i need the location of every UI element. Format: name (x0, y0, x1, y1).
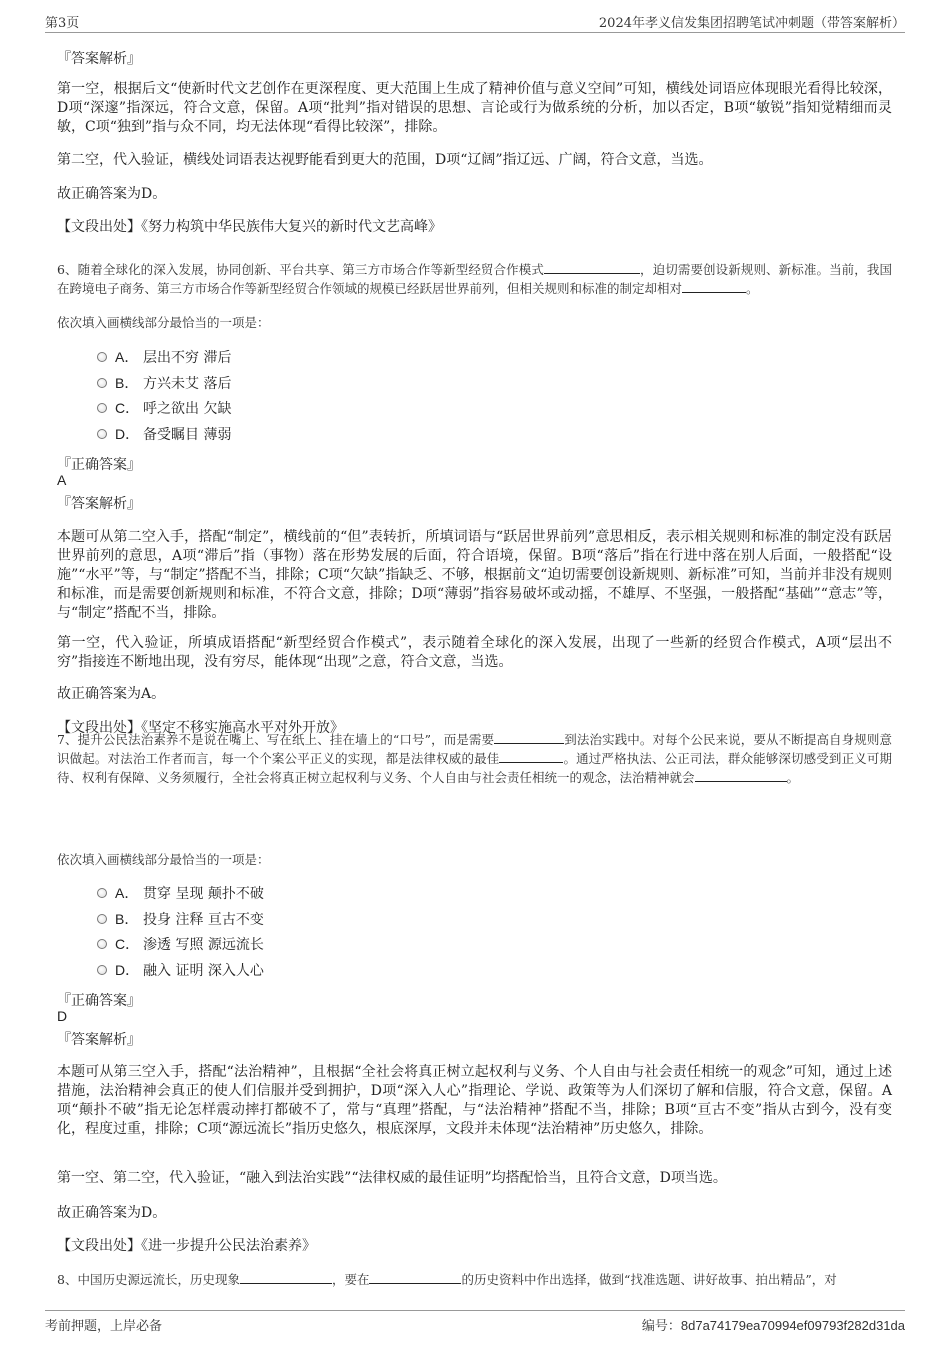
q5-analysis-label: 『答案解析』 (57, 51, 141, 67)
q7-blank-2 (499, 750, 563, 763)
q6-option-b[interactable]: B． 方兴未艾 落后 (97, 373, 231, 393)
q6-option-d[interactable]: D． 备受瞩目 薄弱 (97, 424, 231, 444)
q6-instruction: 依次填入画横线部分最恰当的一项是： (57, 315, 270, 330)
document-id: 编号：8d7a74179ea70994ef09793f282d31da (641, 1318, 905, 1334)
q6-option-a[interactable]: A． 层出不穷 滞后 (97, 347, 231, 367)
q6-correct-answer: A (57, 472, 67, 488)
footer-slogan: 考前押题，上岸必备 (45, 1319, 163, 1334)
q7-correct-answer: D (57, 1008, 68, 1024)
q7-option-d[interactable]: D． 融入 证明 深入人心 (97, 960, 264, 980)
q7-blank-1 (494, 731, 564, 744)
q6-blank-2 (682, 280, 746, 293)
radio-icon[interactable] (97, 888, 107, 898)
q8-blank-2 (369, 1271, 461, 1284)
page-footer (45, 1310, 905, 1333)
q6-conclusion: 故正确答案为A。 (57, 686, 166, 702)
radio-icon[interactable] (97, 914, 107, 924)
q7-analysis-label: 『答案解析』 (57, 1032, 141, 1048)
q6-stem: 6、随着全球化的深入发展，协同创新、平台共享、第三方市场合作等新型经贸合作模式 ，迫切需要创设新规则、新标准。当前，我国在跨境电子商务、第三方市场合作等新型经贸合作领域的规模已经跃居世界前列，但相关规则和标准的制定却相对 。 (57, 262, 892, 296)
page-number: 第3页 (45, 16, 80, 31)
radio-icon[interactable] (97, 429, 107, 439)
page-header (45, 10, 905, 33)
q6-analysis-label: 『答案解析』 (57, 496, 141, 512)
q5-source: 【文段出处】《努力构筑中华民族伟大复兴的新时代文艺高峰》 (57, 219, 442, 235)
q5-analysis-p1: 第一空，根据后文“使新时代文艺创作在更深程度、更大范围上生成了精神价值与意义空间”可知，横线处词语应体现眼光看得比较深，D项“深邃”指深远，符合文意，保留。A项“批判”指对错误的思想、言论或行为做系统的分析，加以否定，B项“敏锐”指知觉精细而灵敏，C项“独到”指与众不同，均无法体现“看得比较深”，排除。 (57, 81, 892, 135)
q6-analysis-p1: 本题可从第二空入手，搭配“制定”，横线前的“但”表转折，所填词语与“跃居世界前列”意思相反，表示相关规则和标准的制定没有跃居世界前列的意思，A项“滞后”指（事物）落在形势发展的后面，符合语境，保留。B项“落后”指在行进中落在别人后面，一般搭配“设施”“水平”等，与“制定”搭配不当，排除；C项“欠缺”指缺乏、不够，根据前文“迫切需要创设新规则、新标准”可知，当前并非没有规则和标准，而是需要创新规则和标准，不符合文意，排除；D项“薄弱”指容易破坏或动摇，不雄厚、不坚强，一般搭配“基础”“意志”等，与“制定”搭配不当，排除。 (57, 529, 892, 621)
radio-icon[interactable] (97, 965, 107, 975)
radio-icon[interactable] (97, 403, 107, 413)
q8-stem: 8、中国历史源远流长，历史现象 ，要在 的历史资料中作出选择，做到“找准选题、讲好故事、拍出精品”，对 (57, 1272, 837, 1287)
q7-source: 【文段出处】《进一步提升公民法治素养》 (57, 1238, 316, 1254)
q8-blank-1 (240, 1271, 332, 1284)
q7-stem: 7、提升公民法治素养不是说在嘴上、写在纸上、挂在墙上的“口号”，而是需要 到法治实践中。对每个公民来说，要从不断提高自身规则意识做起。对法治工作者而言，每一个个案公平正义的实现，都是法律权威的最佳 。通过严格执法、公正司法，群众能够深切感受到正义可期待、权利有保障、义务须履行，全社会将真正树立起权利与义务、个人自由与社会责任相统一的观念，法治精神就会 。 (57, 732, 892, 785)
radio-icon[interactable] (97, 352, 107, 362)
q7-conclusion: 故正确答案为D。 (57, 1205, 167, 1221)
q6-blank-1 (544, 261, 640, 274)
q7-option-a[interactable]: A． 贯穿 呈现 颠扑不破 (97, 883, 264, 903)
q7-option-c[interactable]: C． 渗透 写照 源远流长 (97, 934, 264, 954)
q6-option-c[interactable]: C． 呼之欲出 欠缺 (97, 398, 231, 418)
q7-correct-label: 『正确答案』 (57, 993, 141, 1009)
radio-icon[interactable] (97, 378, 107, 388)
q5-conclusion: 故正确答案为D。 (57, 186, 167, 202)
q7-instruction: 依次填入画横线部分最恰当的一项是： (57, 852, 270, 867)
q7-analysis-p2: 第一空、第二空，代入验证，“融入到法治实践”“法律权威的最佳证明”均搭配恰当，且符合文意，D项当选。 (57, 1170, 727, 1186)
q6-correct-label: 『正确答案』 (57, 457, 141, 473)
q7-analysis-p1: 本题可从第三空入手，搭配“法治精神”，且根据“全社会将真正树立起权利与义务、个人自由与社会责任相统一的观念”可知，通过上述措施，法治精神会真正的使人们信服并受到拥护，D项“深入人心”指理论、学说、政策等为人们深切了解和信服，符合文意，保留。A项“颠扑不破”指无论怎样震动摔打都破不了，常与“真理”搭配，与“法治精神”搭配不当，排除；B项“亘古不变”指从古到今，没有变化，程度过重，排除；C项“源远流长”指历史悠久，根底深厚，文段并未体现“法治精神”历史悠久，排除。 (57, 1064, 892, 1137)
q7-option-b[interactable]: B． 投身 注释 亘古不变 (97, 909, 264, 929)
document-title: 2024年孝义信发集团招聘笔试冲刺题（带答案解析） (598, 16, 905, 31)
q7-blank-3 (695, 769, 787, 782)
q5-analysis-p2: 第二空，代入验证，横线处词语表达视野能看到更大的范围，D项“辽阔”指辽远、广阔，符合文意，当选。 (57, 152, 713, 168)
radio-icon[interactable] (97, 939, 107, 949)
q6-source: 【文段出处】《坚定不移实施高水平对外开放》 (57, 720, 344, 736)
q6-analysis-p2: 第一空，代入验证，所填成语搭配“新型经贸合作模式”，表示随着全球化的深入发展，出现了一些新的经贸合作模式，A项“层出不穷”指接连不断地出现，没有穷尽，能体现“出现”之意，符合文意，当选。 (57, 635, 892, 670)
